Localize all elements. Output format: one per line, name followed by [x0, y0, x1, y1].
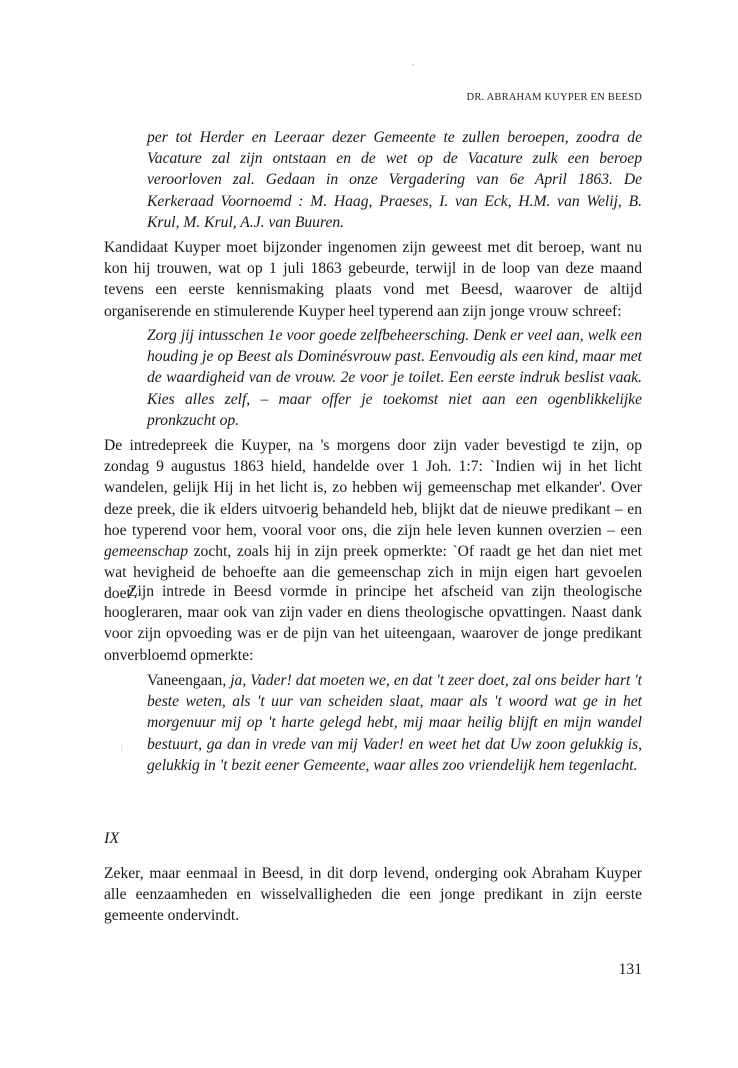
- paragraph-2-text-a: De intredepreek die Kuyper, na 's morgens door zijn vader bevestigd te zijn, op zondag 9 augustus 1863 hield, handelde over 1 Joh. 1:7: `Indien wij in het licht wandelen, gelijk Hij in het licht is, zo hebben wij gemeenschap met elkander'. Over deze preek, die ik elders uitvoerig behandeld heb, blijkt dat de nieuwe predikant – en hoe typerend voor hem, vooral voor ons, die zijn hele leven kunnen overzien – een: [104, 437, 642, 539]
- quote-3-text: ja, Vader! dat moeten we, en dat 't zeer doet, zal ons beider hart 't beste weten, als 't uur van scheiden slaat, maar als 't woord wat ge in het morgenuur mij op 't harte gelegd hebt, mij maar heilig blijft en mijn wandel bestuurt, ga dan in vrede van mij Vader! en weet het dat Uw zoon gelukkig is, gelukkig in 't bezit eener Gemeente, waar alles zoo vriendelijk hem tegenlacht.: [147, 672, 642, 774]
- quote-block-farewell: [147, 670, 642, 776]
- running-head: DR. ABRAHAM KUYPER EN BEESD: [466, 92, 642, 103]
- page-number: 131: [618, 961, 642, 978]
- body-paragraph-1: Kandidaat Kuyper moet bijzonder ingenomen zijn geweest met dit beroep, want nu kon hij trouwen, wat op 1 juli 1863 gebeurde, terwijl in de loop van deze maand tevens een eerste kennismaking plaats vond met Beesd, waarover de altijd organiserende en stimulerende Kuyper heel typerend aan zijn jonge vrouw schreef:: [104, 239, 642, 320]
- paragraph-2-text-b: zocht, zoals hij in zijn preek opmerkte: `Of raadt ge het dan niet met wat hevigheid de behoefte aan die gemeenschap zich in mijn eigen hart gevoelen doet'.: [104, 543, 642, 603]
- quote-block-resolution: per tot Herder en Leeraar dezer Gemeente te zullen beroepen, zoodra de Vacature zal zijn ontstaan en de wet op de Vacature zulk een beroep veroorloven zal. Gedaan in onze Vergadering van 6e April 1863. De Kerkeraad Voornoemd : M. Haag, Praeses, I. van Eck, H.M. van Welij, B. Krul, M. Krul, A.J. van Buuren.: [147, 129, 642, 231]
- body-paragraph-4: Zeker, maar eenmaal in Beesd, in dit dorp levend, onderging ook Abraham Kuyper alle eenzaamheden en wisselvalligheden die een jonge predikant in zijn eerste gemeente ondervindt.: [104, 865, 642, 925]
- scan-speck: [412, 64, 414, 66]
- quote-3-lead: Vaneengaan,: [147, 672, 231, 689]
- section-heading: IX: [104, 830, 120, 847]
- body-paragraph-3: Zijn intrede in Beesd vormde in principe het afscheid van zijn theologische hoogleraren, maar ook van zijn vader en diens theologische opvattingen. Naast dank voor zijn opvoeding was er de pijn van het uiteengaan, waarover de jonge predikant onverbloemd opmerkte:: [104, 583, 642, 664]
- body-paragraph-2: [104, 435, 642, 605]
- margin-smudge: ⁝: [120, 744, 124, 755]
- paragraph-2-emphasis: gemeenschap: [104, 543, 188, 561]
- quote-block-letter: Zorg jij intusschen 1e voor goede zelfbeheersching. Denk er veel aan, welk een houding je op Beest als Dominésvrouw past. Eenvoudig als een kind, maar met de waardigheid van de vrouw. 2e voor je toilet. Een eerste indruk beslist vaak. Kies alles zelf, – maar offer je toekomst niet aan een ogenblikkelijke pronkzucht op.: [147, 327, 642, 429]
